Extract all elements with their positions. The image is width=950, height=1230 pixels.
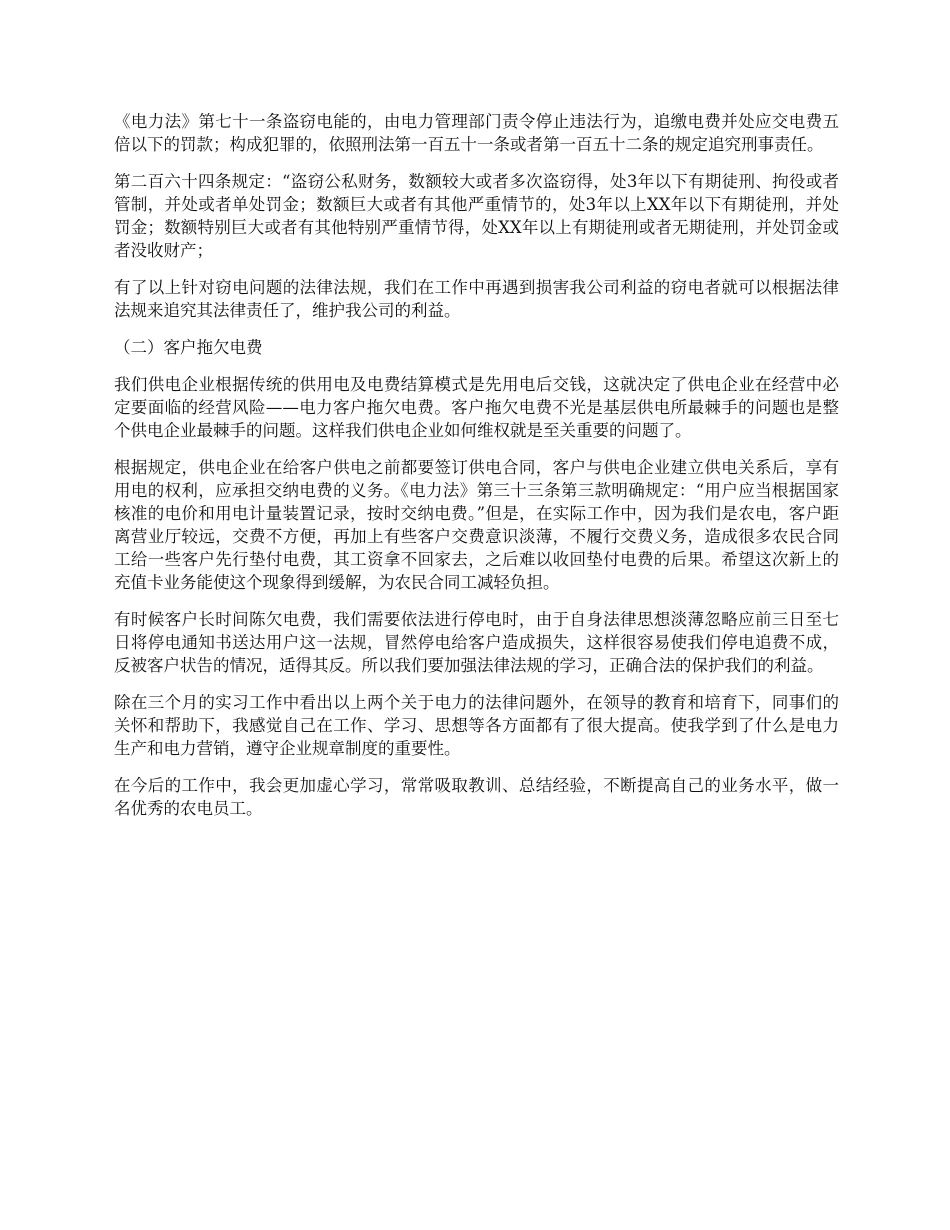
paragraph-electric-law-article-71: 《电力法》第七十一条盗窃电能的，由电力管理部门责令停止违法行为，追缴电费并处应交电费五倍以下的罚款；构成犯罪的，依照刑法第一百五十一条或者第一百五十二条的规定追究刑事责任。 [114,112,839,154]
document-body [114,110,839,834]
paragraph-internship-summary: 除在三个月的实习工作中看出以上两个关于电力的法律问题外，在领导的教育和培育下，同事们的关怀和帮助下，我感觉自己在工作、学习、思想等各方面都有了很大提高。使我学到了什么是电力生产和电力营销，遵守企业规章制度的重要性。 [114,693,839,758]
paragraph-arrears-risk: 我们供电企业根据传统的供用电及电费结算模式是先用电后交钱，这就决定了供电企业在经营中必定要面临的经营风险——电力客户拖欠电费。客户拖欠电费不光是基层供电所最棘手的问题也是整个供电企业最棘手的问题。这样我们供电企业如何维权就是至关重要的问题了。 [114,375,839,440]
paragraph-legal-basis-summary: 有了以上针对窃电问题的法律法规，我们在工作中再遇到损害我公司利益的窃电者就可以根据法律法规来追究其法律责任了，维护我公司的利益。 [114,278,839,320]
section-heading: （二）客户拖欠电费 [114,338,263,357]
paragraph-supply-contract: 根据规定，供电企业在给客户供电之前都要签订供电合同，客户与供电企业建立供电关系后，享有用电的权利，应承担交纳电费的义务。《电力法》第三十三条第三款明确规定：“用户应当根据国家核准的电价和用电计量装置记录，按时交纳电费。”但是，在实际工作中，因为我们是农电，客户距离营业厅较远，交费不方便，再加上有些客户交费意识淡薄，不履行交费义务，造成很多农民合同工给一些客户先行垫付电费，其工资拿不回家去，之后难以收回垫付电费的后果。希望这次新上的充值卡业务能使这个现象得到缓解，为农民合同工减轻负担。 [114,458,839,592]
paragraph-article-264: 第二百六十四条规定：“盗窃公私财务，数额较大或者多次盗窃得，处3年以下有期徒刑、拘役或者管制，并处或者单处罚金；数额巨大或者有其他严重情节的，处3年以上XX年以下有期徒刑，并处罚金；数额特别巨大或者有其他特别严重情节得，处XX年以上有期徒刑或者无期徒刑，并处罚金或者没收财产； [114,172,839,260]
paragraph-future-work: 在今后的工作中，我会更加虚心学习，常常吸取教训、总结经验，不断提高自己的业务水平，做一名优秀的农电员工。 [114,776,839,818]
paragraph-power-cut-notice: 有时候客户长时间陈欠电费，我们需要依法进行停电时，由于自身法律思想淡薄忽略应前三日至七日将停电通知书送达用户这一法规，冒然停电给客户造成损失，这样很容易使我们停电追费不成，反被客户状告的情况，适得其反。所以我们要加强法律法规的学习，正确合法的保护我们的利益。 [114,610,839,675]
